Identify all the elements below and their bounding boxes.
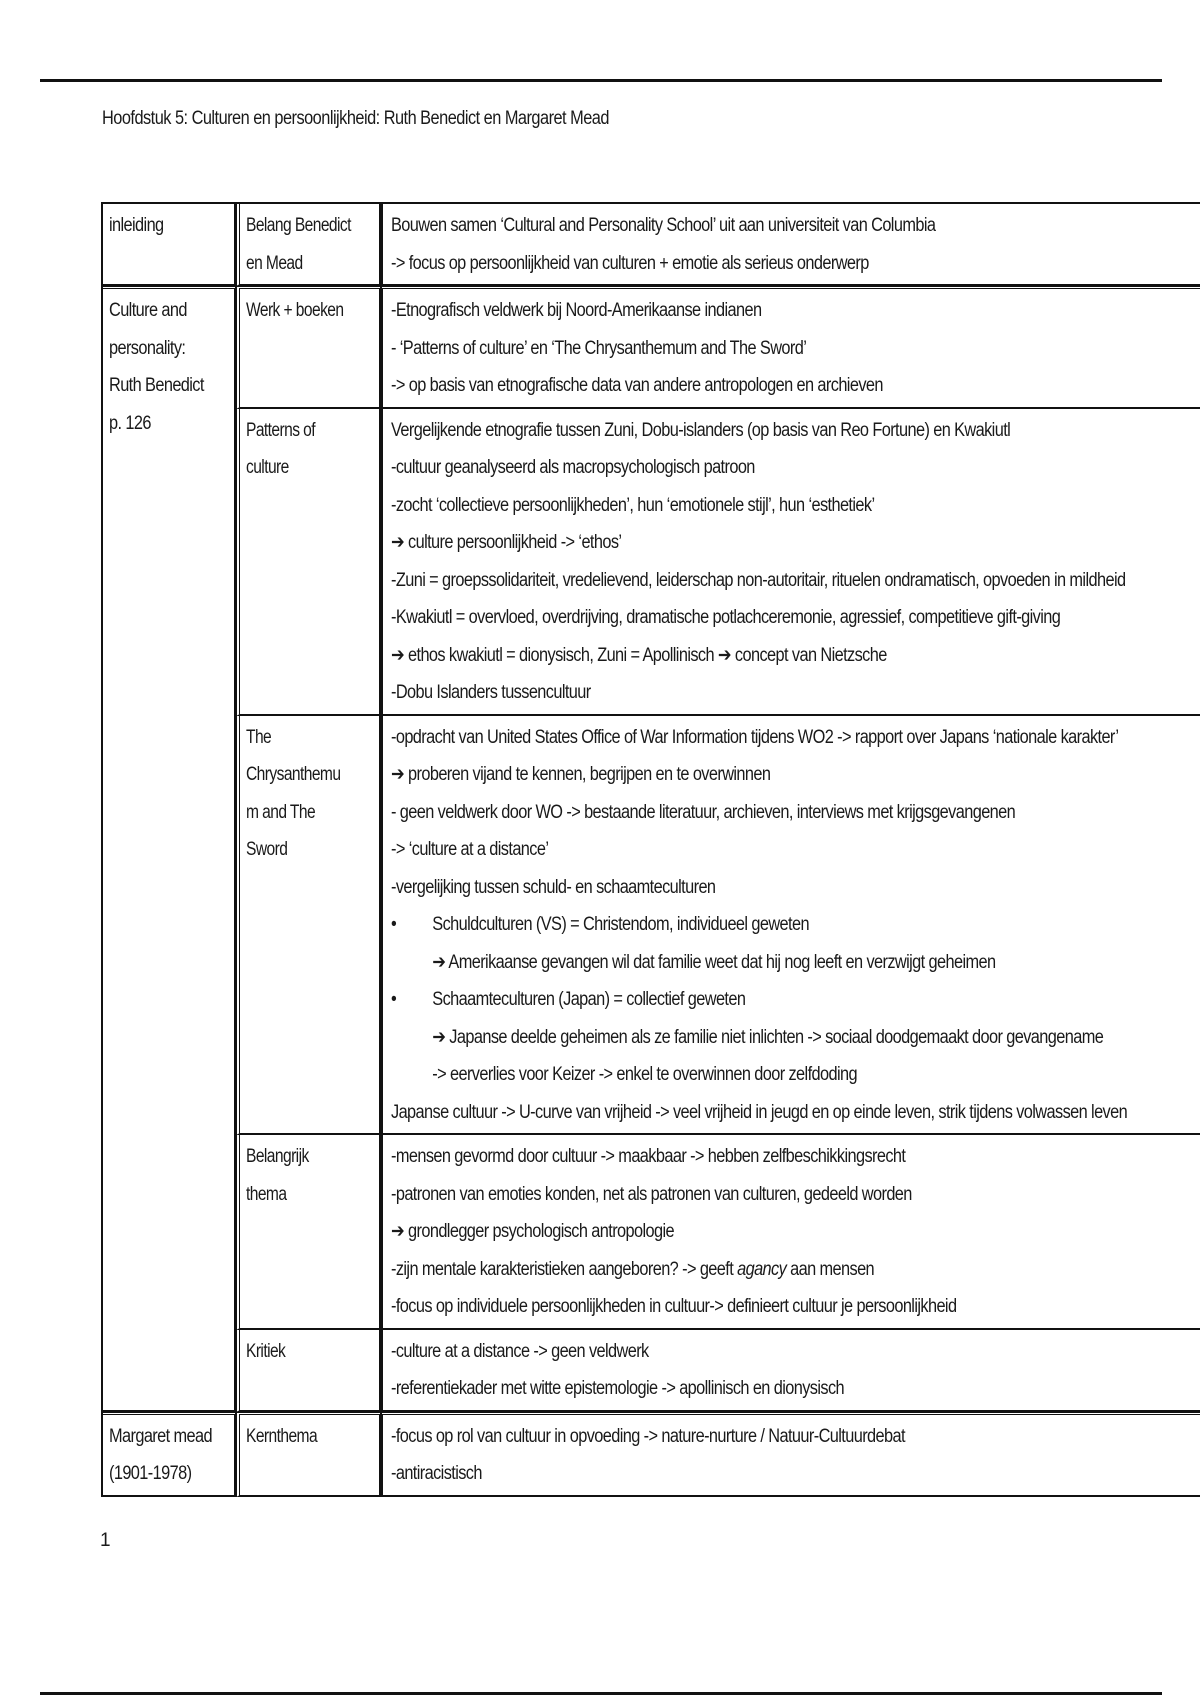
topic-cell-patterns: Patterns of culture [236, 409, 381, 716]
section-cell-intro: inleiding [103, 204, 236, 286]
topic-cell-chrysanthemum: The Chrysanthemu m and The Sword [236, 716, 381, 1136]
topic-cell-core-theme: Kernthema [236, 1412, 381, 1497]
list-item-guilt-cultures: • Schuldculturen (VS) = Christendom, individueel geweten [391, 906, 1127, 944]
content-cell-importance: Bouwen samen ‘Cultural and Personality School’ uit aan universiteit van Columbia -> focus op persoonlijkheid van culturen + emotie als serieus onderwerp [381, 204, 1200, 286]
page-number: 1 [100, 1530, 111, 1551]
table-row-chrysanthemum [103, 716, 1200, 1136]
content-cell-work: -Etnografisch veldwerk bij Noord-Amerikaanse indianen - ‘Patterns of culture’ en ‘The Chrysanthemum and The Sword’ -> op basis van etnografische data van andere antropologen en archieven [381, 286, 1200, 409]
topic-cell-work: Werk + boeken [236, 286, 381, 409]
table-row-patterns [103, 409, 1200, 716]
table-row-intro [103, 204, 1200, 286]
content-cell-core-theme: -focus op rol van cultuur in opvoeding -> nature-nurture / Natuur-Cultuurdebat -antiracistisch [381, 1412, 1200, 1497]
section-cell-benedict: Culture and personality: Ruth Benedict p. 126 [103, 286, 236, 1412]
table-row-work [103, 286, 1200, 409]
table-row-critique [103, 1330, 1200, 1412]
bullet-icon: • [390, 914, 396, 935]
content-cell-critique: -culture at a distance -> geen veldwerk -referentiekader met witte epistemologie -> apollinisch en dionysisch [381, 1330, 1200, 1412]
content-cell-chrysanthemum: -opdracht van United States Office of War Information tijdens WO2 -> rapport over Japans ‘nationale karakter’ ➔ proberen vijand te kennen, begrijpen en te overwinnen - geen veldwerk door WO -> bestaande literatuur, archieven, interviews met krijgsgevangenen -> ‘culture at a distance’ -vergelijking tussen schuld- en schaamteculturen • Schuldculturen (VS) = Christendom, individueel geweten ➔ Amerikaanse gevangen wil dat familie weet dat hij nog leeft en verzwijgt geheimen • Schaamteculturen (Japan) = collectief geweten ➔ Japanse deelde geheimen als ze familie niet inlichten -> sociaal doodgemaakt door gevangename -> eerverlies voor Keizer -> enkel te overwinnen door zelfdoding Japanse cultuur -> U-curve van vrijheid -> veel vrijheid in jeugd en op einde leven, strik tijdens volwassen leven [381, 716, 1200, 1136]
table-row-theme [103, 1135, 1200, 1330]
notes-table [101, 202, 1200, 1497]
topic-cell-critique: Kritiek [236, 1330, 381, 1412]
agency-line: -zijn mentale karakteristieken aangeboren? -> geeft agancy aan mensen [390, 1258, 874, 1280]
list-item-shame-cultures: • Schaamteculturen (Japan) = collectief geweten [391, 981, 1127, 1019]
content-cell-theme: -mensen gevormd door cultuur -> maakbaar -> hebben zelfbeschikkingsrecht -patronen van emoties konden, net als patronen van culturen, gedeeld worden ➔ grondlegger psychologisch antropologie -zijn mentale karakteristieken aangeboren? -> geeft agancy aan mensen -focus op individuele persoonlijkheden in cultuur-> definieert cultuur je persoonlijkheid [381, 1135, 1200, 1330]
bullet-icon: • [390, 989, 396, 1010]
header-rule [40, 79, 1162, 82]
content-cell-patterns: Vergelijkende etnografie tussen Zuni, Dobu-islanders (op basis van Reo Fortune) en Kwakiutl -cultuur geanalyseerd als macropsychologisch patroon -zocht ‘collectieve persoonlijkheden’, hun ‘emotionele stijl’, hun ‘esthetiek’ ➔ culture persoonlijkheid -> ‘ethos’ -Zuni = groepssolidariteit, vredelievend, leiderschap non-autoritair, rituelen ondramatisch, opvoeden in mildheid -Kwakiutl = overvloed, overdrijving, dramatische potlachceremonie, agressief, competitieve gift-giving ➔ ethos kwakiutl = dionysisch, Zuni = Apollinisch ➔ concept van Nietzsche -Dobu Islanders tussencultuur [381, 409, 1200, 716]
table-row-mead [103, 1412, 1200, 1497]
topic-cell-theme: Belangrijk thema [236, 1135, 381, 1330]
section-cell-mead: Margaret mead (1901-1978) [103, 1412, 236, 1497]
chapter-heading: Hoofdstuk 5: Culturen en persoonlijkheid: Ruth Benedict en Margaret Mead [102, 108, 609, 129]
topic-cell-importance: Belang Benedict en Mead [236, 204, 381, 286]
footer-rule [40, 1692, 1162, 1695]
